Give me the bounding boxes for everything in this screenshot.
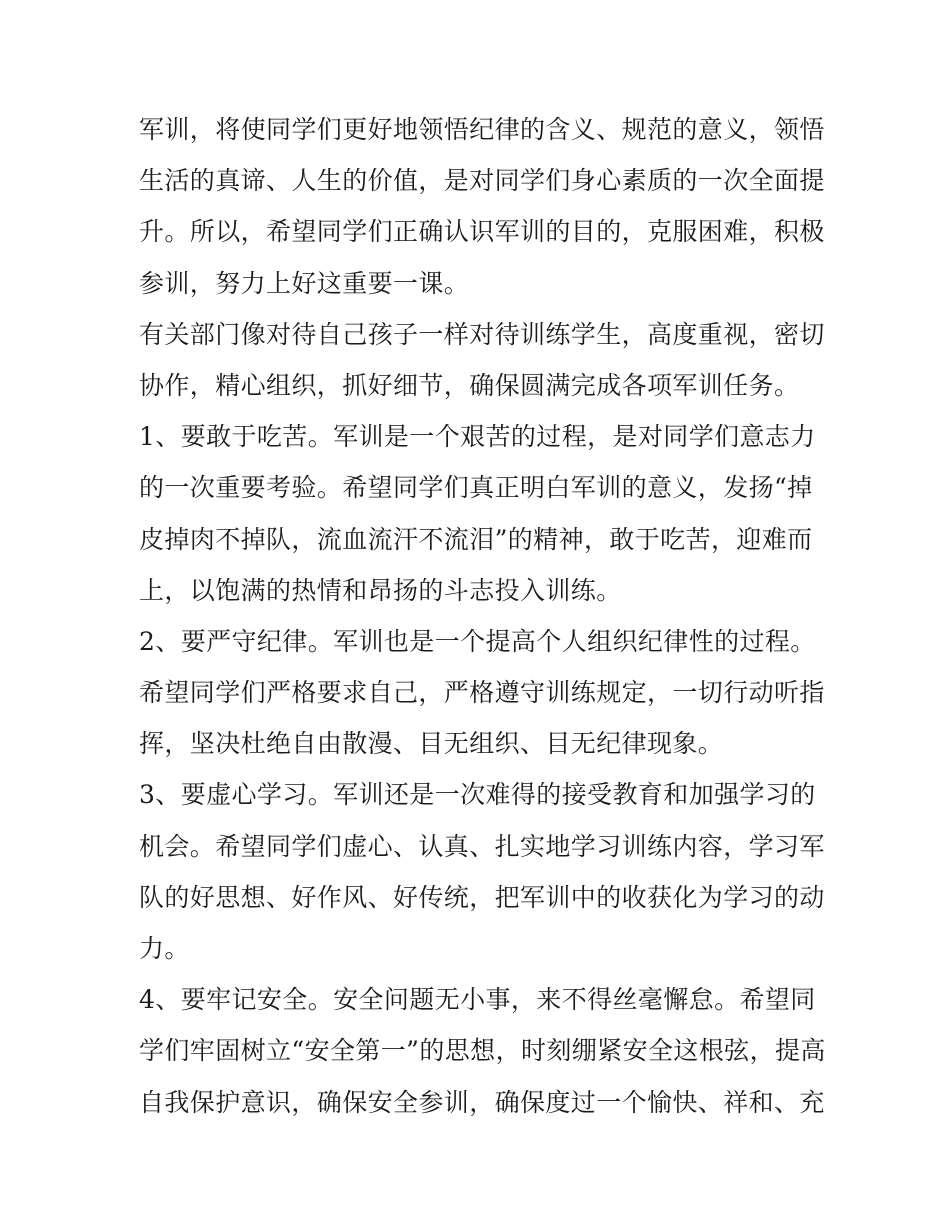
document-body <box>139 104 826 1128</box>
text-line: 2、要严守纪律。军训也是一个提高个人组织纪律性的过程。 <box>139 626 816 656</box>
text-line: 参训，努力上好这重要一课。 <box>139 268 470 298</box>
text-line: 生活的真谛、人生的价值，是对同学们身心素质的一次全面提 <box>139 166 825 196</box>
text-line: 队的好思想、好作风、好传统，把军训中的收获化为学习的动 <box>139 882 825 912</box>
text-line: 机会。希望同学们虚心、认真、扎实地学习训练内容，学习军 <box>139 831 825 861</box>
text-line: 军训，将使同学们更好地领悟纪律的含义、规范的意义，领悟 <box>139 115 825 144</box>
text-line: 3、要虚心学习。军训还是一次难得的接受教育和加强学习的 <box>139 780 816 810</box>
text-line: 上，以饱满的热情和昂扬的斗志投入训练。 <box>139 575 622 605</box>
text-line: 学们牢固树立“安全第一”的思想，时刻绷紧安全这根弦，提高 <box>139 1036 826 1066</box>
text-line: 力。 <box>139 934 190 963</box>
text-line: 希望同学们严格要求自己，严格遵守训练规定，一切行动听指 <box>139 678 825 708</box>
text-line: 自我保护意识，确保安全参训，确保度过一个愉快、祥和、充 <box>139 1087 825 1117</box>
text-line: 有关部门像对待自己孩子一样对待训练学生，高度重视，密切 <box>139 319 825 349</box>
text-line: 升。所以，希望同学们正确认识军训的目的，克服困难，积极 <box>139 217 825 247</box>
text-line: 的一次重要考验。希望同学们真正明白军训的意义，发扬“掉 <box>139 473 813 503</box>
text-line: 1、要敢于吃苦。军训是一个艰苦的过程，是对同学们意志力 <box>139 422 816 452</box>
text-line: 协作，精心组织，抓好细节，确保圆满完成各项军训任务。 <box>139 370 800 400</box>
text-line: 挥，坚决杜绝自由散漫、目无组织、目无纪律现象。 <box>139 729 724 759</box>
text-line: 皮掉肉不掉队，流血流汗不流泪”的精神，敢于吃苦，迎难而 <box>139 524 813 554</box>
text-line: 4、要牢记安全。安全问题无小事，来不得丝毫懈怠。希望同 <box>139 985 816 1015</box>
